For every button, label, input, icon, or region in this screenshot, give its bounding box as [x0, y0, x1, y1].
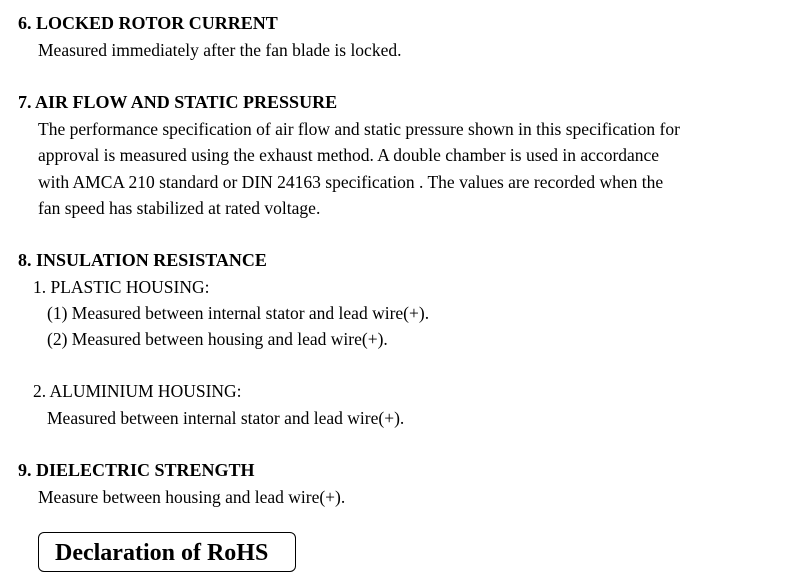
plastic-housing-item-2: (2) Measured between housing and lead wire(+). — [47, 329, 388, 349]
rohs-declaration-box — [38, 532, 296, 572]
section-8-heading: 8. INSULATION RESISTANCE — [18, 250, 267, 270]
section-6-text: Measured immediately after the fan blade is locked. — [38, 40, 402, 60]
rohs-declaration-title: Declaration of RoHS — [55, 540, 269, 566]
section-7-line-1: The performance specification of air flow and static pressure shown in this specification for — [38, 119, 680, 139]
plastic-housing-title: 1. PLASTIC HOUSING: — [33, 277, 210, 297]
aluminium-housing-item-1: Measured between internal stator and lead wire(+). — [47, 408, 405, 428]
section-6-heading: 6. LOCKED ROTOR CURRENT — [18, 13, 278, 33]
section-9-text: Measure between housing and lead wire(+). — [38, 487, 346, 507]
section-7-heading: 7. AIR FLOW AND STATIC PRESSURE — [18, 92, 338, 112]
section-7-line-2: approval is measured using the exhaust method. A double chamber is used in accordance — [38, 145, 660, 165]
section-9-heading: 9. DIELECTRIC STRENGTH — [18, 460, 255, 480]
section-7-line-4: fan speed has stabilized at rated voltage. — [38, 198, 321, 218]
section-7-line-3: with AMCA 210 standard or DIN 24163 specification . The values are recorded when the — [38, 172, 664, 192]
aluminium-housing-title: 2. ALUMINIUM HOUSING: — [33, 381, 242, 401]
plastic-housing-item-1: (1) Measured between internal stator and lead wire(+). — [47, 303, 430, 323]
